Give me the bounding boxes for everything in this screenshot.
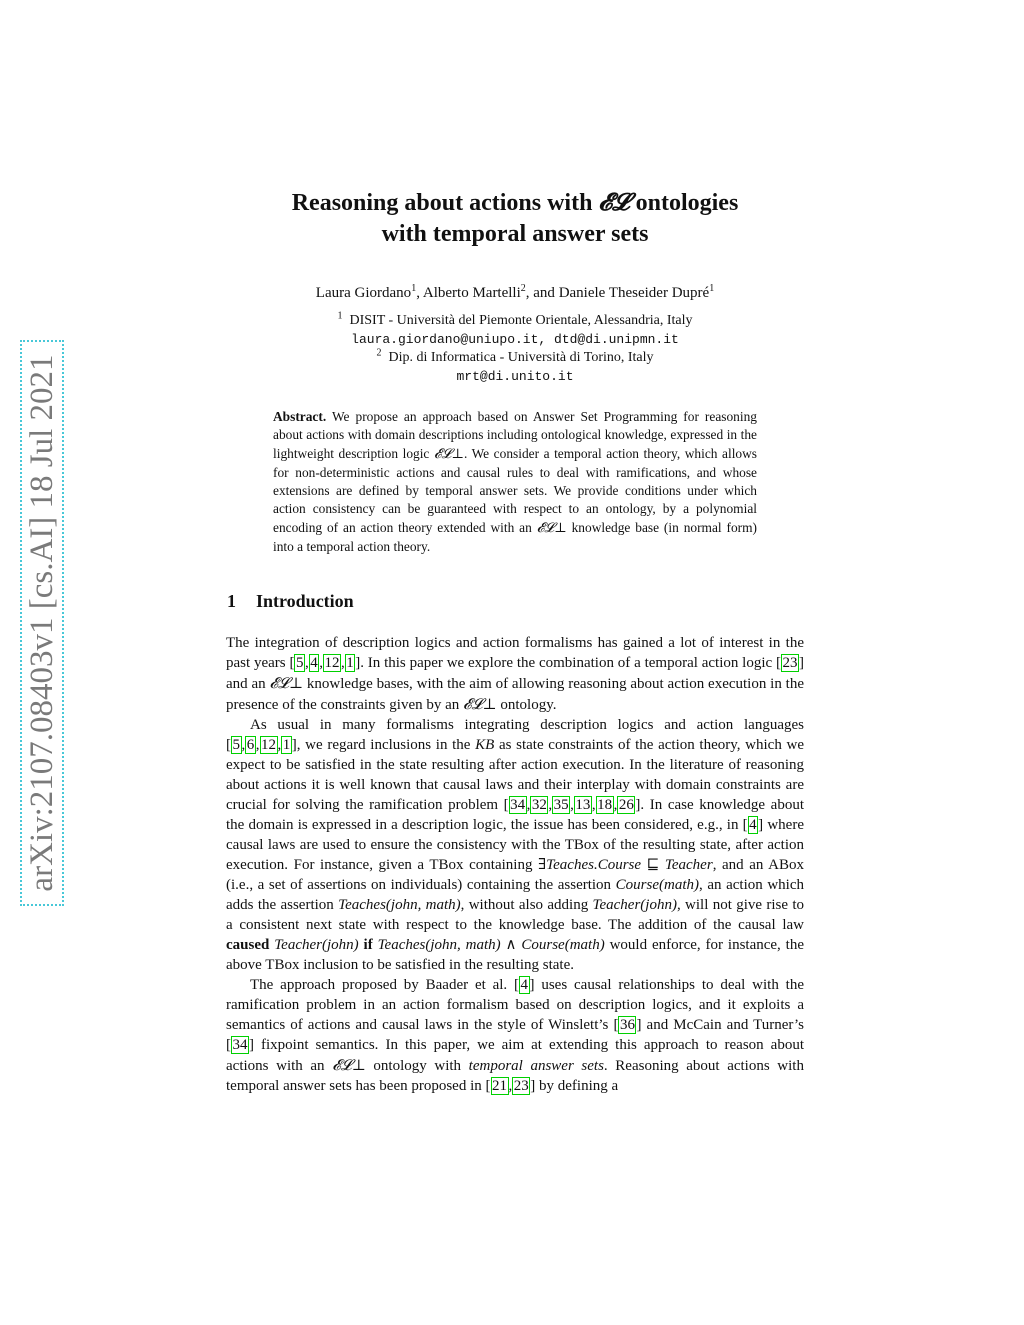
author-separator: , bbox=[416, 285, 423, 301]
author-name: Daniele Theseider Dupré bbox=[558, 285, 710, 301]
text-run: , bbox=[613, 797, 618, 813]
text-run: , bbox=[548, 797, 553, 813]
citation-link[interactable]: 4 bbox=[520, 977, 529, 993]
text-run: ] uses causal relationships to deal with the ramification problem in an action formalism based on description logics, and it exploits a semantics of actions and causal laws in the style of Winslett’s [ bbox=[226, 977, 804, 1033]
citation-link[interactable]: 23 bbox=[513, 1078, 529, 1094]
arxiv-identifier[interactable]: arXiv:2107.08403v1 [cs.AI] 18 Jul 2021 bbox=[24, 354, 60, 892]
text-run: The integration of description logics and action formalisms has gained a lot of interest in the past years [ bbox=[226, 635, 804, 671]
text-run: , and an ABox (i.e., a set of assertions on individuals) containing the assertion bbox=[226, 857, 804, 893]
text-run: ], we regard inclusions in the bbox=[291, 737, 476, 753]
author-mark: 1 bbox=[709, 283, 715, 294]
text-run: , will not give rise to a consistent next state with respect to the knowledge base. The addition of the causal law bbox=[226, 897, 805, 933]
text-run: , bbox=[319, 655, 323, 671]
text-run: ] fixpoint semantics. In this paper, we aim at extending this approach to reason about actions with an bbox=[226, 1037, 804, 1074]
citation-link[interactable]: 21 bbox=[492, 1078, 508, 1094]
text-run: , an action which adds the assertion bbox=[226, 877, 804, 913]
text-run: , bbox=[277, 737, 282, 753]
citation-link[interactable]: 12 bbox=[261, 737, 276, 753]
keyword-if: if bbox=[363, 937, 373, 953]
text-run: As usual in many formalisms integrating description logics and action languages [ bbox=[226, 717, 804, 753]
logic-symbol: 𝓔𝓛⊥ bbox=[463, 695, 497, 713]
math-teacher: Teacher(john) bbox=[592, 897, 677, 913]
citation-link[interactable]: 34 bbox=[232, 1037, 248, 1053]
math-kb: KB bbox=[475, 737, 495, 753]
logic-symbol: 𝓔𝓛⊥ bbox=[269, 674, 304, 692]
author-mark: 1 bbox=[411, 283, 417, 294]
citation-link[interactable]: 18 bbox=[597, 797, 613, 813]
text-run: , bbox=[340, 655, 345, 671]
citation-link[interactable]: 26 bbox=[618, 797, 634, 813]
math-tbox: ∃Teaches.Course ⊑ Teacher bbox=[538, 857, 713, 873]
text-run: The approach proposed by Baader et al. [ bbox=[250, 977, 520, 993]
author-mark: 2 bbox=[520, 283, 526, 294]
keyword-caused: caused bbox=[226, 937, 270, 953]
citation-link[interactable]: 34 bbox=[510, 797, 526, 813]
text-run: , bbox=[591, 797, 596, 813]
text-run: . Reasoning about actions with temporal answer sets has been proposed in [ bbox=[226, 1058, 804, 1094]
text-run: ] where causal laws are used to ensure the consistency with the TBox of the resulting state, after action execution. For instance, given a TBox containing bbox=[226, 817, 804, 873]
citation-link[interactable]: 5 bbox=[295, 655, 304, 671]
affiliations bbox=[200, 312, 830, 386]
citation-link[interactable]: 4 bbox=[310, 655, 318, 671]
section-number: 1 bbox=[227, 591, 236, 611]
paragraph bbox=[226, 633, 804, 715]
text-run: ]. In case knowledge about the domain is expressed in a description logic, the issue has been considered, e.g., in [ bbox=[226, 797, 804, 833]
abstract bbox=[273, 408, 757, 556]
text-run: ] by defining a bbox=[530, 1078, 619, 1094]
paragraph bbox=[226, 975, 804, 1096]
emphasis-temporal-answer-sets: temporal answer sets bbox=[468, 1058, 604, 1074]
math-teacher: Teacher(john) bbox=[274, 937, 359, 953]
text-run: , bbox=[570, 797, 574, 813]
text-run: , bbox=[508, 1078, 513, 1094]
logic-symbol: 𝓔𝓛⊥ bbox=[536, 520, 567, 536]
author-name: Alberto Martelli bbox=[422, 285, 521, 301]
abstract-text: We propose an approach based on Answer Set Programming for reasoning about actions with domain descriptions including ontological knowledge, expressed in the lightweight description logic bbox=[273, 409, 757, 461]
title-logic-symbol: 𝓔𝓛 bbox=[598, 187, 630, 216]
citation-link[interactable]: 5 bbox=[232, 737, 240, 753]
affiliation-mark: 1 bbox=[337, 310, 343, 322]
logic-symbol: 𝓔𝓛⊥ bbox=[433, 446, 464, 462]
math-course: Course(math) bbox=[615, 877, 699, 893]
title-line2: with temporal answer sets bbox=[381, 221, 649, 247]
section-heading bbox=[227, 590, 354, 612]
text-run: , without also adding bbox=[460, 897, 593, 913]
affiliation-1: DISIT - Università del Piemonte Orientale, Alessandria, Italy bbox=[349, 313, 693, 328]
text-run: would enforce, for instance, the above TBox inclusion to be satisfied in the resulting state. bbox=[226, 937, 804, 973]
author-name: Laura Giordano bbox=[315, 285, 412, 301]
text-run: , bbox=[255, 737, 260, 753]
citation-link[interactable]: 6 bbox=[246, 737, 255, 753]
email-2: mrt@di.unito.it bbox=[456, 368, 574, 384]
citation-link[interactable]: 32 bbox=[531, 797, 547, 813]
citation-link[interactable]: 4 bbox=[749, 817, 757, 833]
citation-link[interactable]: 12 bbox=[324, 655, 340, 671]
citation-link[interactable]: 1 bbox=[346, 655, 354, 671]
author-separator: , and bbox=[525, 285, 559, 301]
paper-title bbox=[200, 186, 830, 250]
affiliation-2: Dip. di Informatica - Università di Torino, Italy bbox=[388, 350, 654, 365]
citation-link[interactable]: 13 bbox=[575, 797, 591, 813]
email-1: laura.giordano@uniupo.it, dtd@di.unipmn.it bbox=[351, 331, 679, 347]
author-list bbox=[200, 283, 830, 303]
text-run: ontology with bbox=[365, 1058, 469, 1074]
citation-link[interactable]: 35 bbox=[553, 797, 569, 813]
affiliation-mark: 2 bbox=[376, 347, 382, 359]
text-run: knowledge bases, with the aim of allowing reasoning about action execution in the presence of the constraints given by an bbox=[226, 676, 804, 713]
citation-link[interactable]: 1 bbox=[282, 737, 291, 753]
introduction-body bbox=[226, 633, 804, 1096]
text-run: as state constraints of the action theory, which we expect to be satisfied in the state resulting after action execution. In the literature of reasoning about actions it is well known that causal laws and their interplay with domain constraints are crucial for solving the ramification problem [ bbox=[226, 737, 804, 813]
text-run: ontology. bbox=[496, 697, 557, 713]
paragraph bbox=[226, 715, 804, 975]
math-teaches: Teaches(john, math) bbox=[338, 897, 461, 913]
text-run: , bbox=[241, 737, 246, 753]
math-condition: Teaches(john, math) ∧ Course(math) bbox=[377, 937, 605, 953]
citation-link[interactable]: 23 bbox=[782, 655, 798, 671]
title-line1-post: ontologies bbox=[629, 190, 739, 216]
text-run: , bbox=[526, 797, 531, 813]
abstract-label: Abstract. bbox=[273, 409, 327, 424]
title-line1-pre: Reasoning about actions with bbox=[291, 190, 599, 216]
abstract-text: . We consider a temporal action theory, which allows for non-deterministic actions and causal rules to deal with ramifications, and whose extensions are defined by temporal answer sets. We provide conditions under which action consistency can be guaranteed with respect to an ontology, by a polynomial encoding of an action theory extended with an bbox=[273, 445, 757, 535]
text-run: ]. In this paper we explore the combination of a temporal action logic [ bbox=[355, 655, 781, 671]
logic-symbol: 𝓔𝓛⊥ bbox=[332, 1056, 366, 1074]
text-run: ] and McCain and Turner’s [ bbox=[226, 1017, 804, 1053]
abstract-text: knowledge base (in normal form) into a temporal action theory. bbox=[273, 519, 758, 555]
section-title: Introduction bbox=[256, 591, 354, 611]
citation-link[interactable]: 36 bbox=[619, 1017, 635, 1033]
text-run: ] and an bbox=[226, 655, 804, 692]
text-run: , bbox=[304, 655, 309, 671]
